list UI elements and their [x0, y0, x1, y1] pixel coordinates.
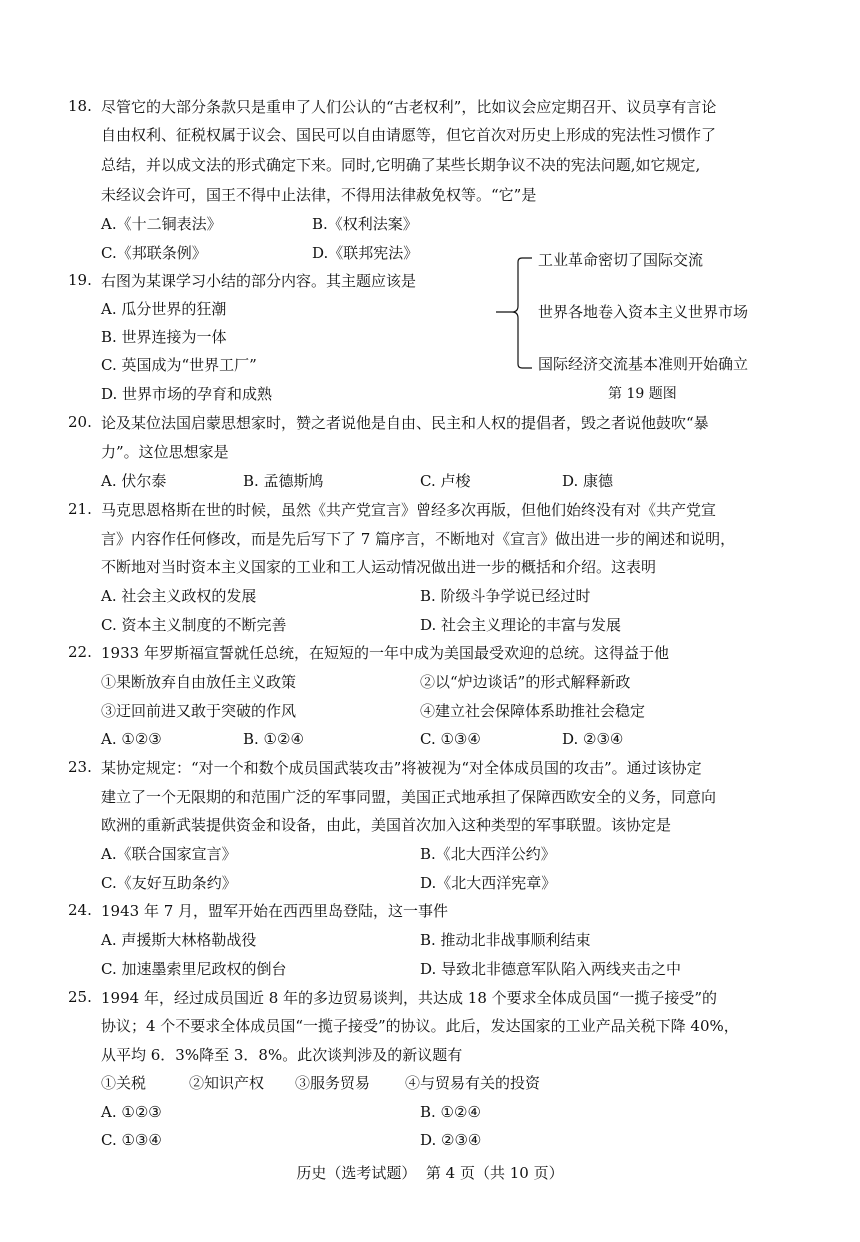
- option-a: A.《十二铜表法》: [101, 215, 222, 233]
- option-a: A. 瓜分世界的狂潮: [101, 300, 227, 318]
- option-b: B. 世界连接为一体: [101, 328, 227, 346]
- statement-item: ①关税: [101, 1074, 147, 1092]
- question-stem-line: 言》内容作任何修改，而是先后写下了 7 篇序言，不断地对《宣言》做出进一步的阐述和说明，: [101, 530, 736, 548]
- question-number: 23.: [68, 758, 92, 776]
- option-d: D. 康德: [562, 472, 614, 490]
- question-stem-line: 右图为某课学习小结的部分内容。其主题应该是: [101, 272, 417, 290]
- question-number: 18.: [68, 97, 92, 115]
- option-b: B.《权利法案》: [312, 215, 418, 233]
- question-number: 25.: [68, 988, 92, 1006]
- question-stem-line: 尽管它的大部分条款只是重申了人们公认的“古老权利”，比如议会应定期召开、议员享有言论: [101, 98, 717, 116]
- option-d: D. ②③④: [420, 1131, 482, 1149]
- option-c: C. 卢梭: [420, 472, 471, 490]
- statement-item: ①果断放弃自由放任主义政策: [101, 673, 297, 691]
- option-d: D. 世界市场的孕育和成熟: [101, 385, 273, 403]
- option-c: C.《邦联条例》: [101, 244, 207, 262]
- question-stem-line: 欧洲的重新武装提供资金和设备，由此，美国首次加入这种类型的军事联盟。该协定是: [101, 816, 672, 834]
- question-stem-line: 从平均 6．3%降至 3．8%。此次谈判涉及的新议题有: [101, 1046, 463, 1064]
- option-a: A. 社会主义政权的发展: [101, 587, 257, 605]
- question-stem-line: 力”。这位思想家是: [101, 443, 229, 461]
- option-b: B. ①②④: [420, 1103, 481, 1121]
- page-footer: 历史（选考试题） 第 4 页（共 10 页）: [296, 1164, 564, 1182]
- question-stem-line: 建立了一个无限期的和范围广泛的军事同盟，美国正式地承担了保障西欧安全的义务，同意向: [101, 788, 717, 806]
- option-a: A. ①②③: [101, 730, 162, 748]
- option-d: D. 导致北非德意军队陷入两线夹击之中: [420, 960, 682, 978]
- question-number: 24.: [68, 901, 92, 919]
- figure-brace: [492, 252, 536, 374]
- figure-caption: 第 19 题图: [608, 386, 677, 402]
- question-stem-line: 自由权利、征税权属于议会、国民可以自由请愿等，但它首次对历史上形成的宪法性习惯作了: [101, 126, 717, 144]
- statement-item: ②知识产权: [189, 1074, 265, 1092]
- question-stem-line: 论及某位法国启蒙思想家时，赞之者说他是自由、民主和人权的提倡者，毁之者说他鼓吹“暴: [101, 414, 709, 432]
- statement-item: ④与贸易有关的投资: [405, 1074, 541, 1092]
- figure-item: 国际经济交流基本准则开始确立: [538, 355, 749, 373]
- question-number: 20.: [68, 413, 92, 431]
- question-stem-line: 不断地对当时资本主义国家的工业和工人运动情况做出进一步的概括和介绍。这表明: [101, 558, 657, 576]
- option-c: C.《友好互助条约》: [101, 874, 237, 892]
- question-stem-line: 未经议会许可，国王不得中止法律，不得用法律赦免权等。“它”是: [101, 186, 537, 204]
- option-a: A. 声援斯大林格勒战役: [101, 931, 257, 949]
- option-d: D. 社会主义理论的丰富与发展: [420, 616, 622, 634]
- option-c: C. ①③④: [420, 730, 481, 748]
- option-b: B. 阶级斗争学说已经过时: [420, 587, 591, 605]
- question-stem-line: 协议；4 个不要求全体成员国“一揽子接受”的协议。此后，发达国家的工业产品关税下降 40%，: [101, 1017, 739, 1035]
- option-a: A.《联合国家宣言》: [101, 845, 237, 863]
- question-stem-line: 1994 年，经过成员国近 8 年的多边贸易谈判，共达成 18 个要求全体成员国“一揽子接受”的: [101, 989, 717, 1007]
- question-stem-line: 某协定规定：“对一个和数个成员国武装攻击”将被视为“对全体成员国的攻击”。通过该协定: [101, 759, 702, 777]
- option-d: D.《北大西洋宪章》: [420, 874, 557, 892]
- question-stem-line: 1943 年 7 月，盟军开始在西西里岛登陆，这一事件: [101, 902, 449, 920]
- option-a: A. ①②③: [101, 1103, 162, 1121]
- option-c: C. 英国成为“世界工厂”: [101, 356, 257, 374]
- statement-item: ③迂回前进又敢于突破的作风: [101, 702, 297, 720]
- figure-item: 世界各地卷入资本主义世界市场: [538, 303, 749, 321]
- option-c: C. 资本主义制度的不断完善: [101, 616, 287, 634]
- statement-item: ④建立社会保障体系助推社会稳定: [420, 702, 646, 720]
- option-d: D.《联邦宪法》: [312, 244, 419, 262]
- question-number: 21.: [68, 500, 92, 518]
- question-number: 19.: [68, 271, 92, 289]
- option-c: C. ①③④: [101, 1131, 162, 1149]
- statement-item: ②以“炉边谈话”的形式解释新政: [420, 673, 631, 691]
- statement-item: ③服务贸易: [295, 1074, 371, 1092]
- question-stem-line: 总结，并以成文法的形式确定下来。同时,它明确了某些长期争议不决的宪法问题,如它规定,: [101, 156, 701, 174]
- question-stem-line: 马克思恩格斯在世的时候，虽然《共产党宣言》曾经多次再版，但他们始终没有对《共产党宣: [101, 501, 717, 519]
- option-c: C. 加速墨索里尼政权的倒台: [101, 960, 287, 978]
- option-b: B. 孟德斯鸠: [243, 472, 324, 490]
- question-number: 22.: [68, 643, 92, 661]
- option-b: B. ①②④: [243, 730, 304, 748]
- option-d: D. ②③④: [562, 730, 624, 748]
- option-b: B.《北大西洋公约》: [420, 845, 556, 863]
- figure-item: 工业革命密切了国际交流: [538, 251, 704, 269]
- option-a: A. 伏尔泰: [101, 472, 167, 490]
- option-b: B. 推动北非战事顺利结束: [420, 931, 591, 949]
- question-stem-line: 1933 年罗斯福宣誓就任总统，在短短的一年中成为美国最受欢迎的总统。这得益于他: [101, 644, 669, 662]
